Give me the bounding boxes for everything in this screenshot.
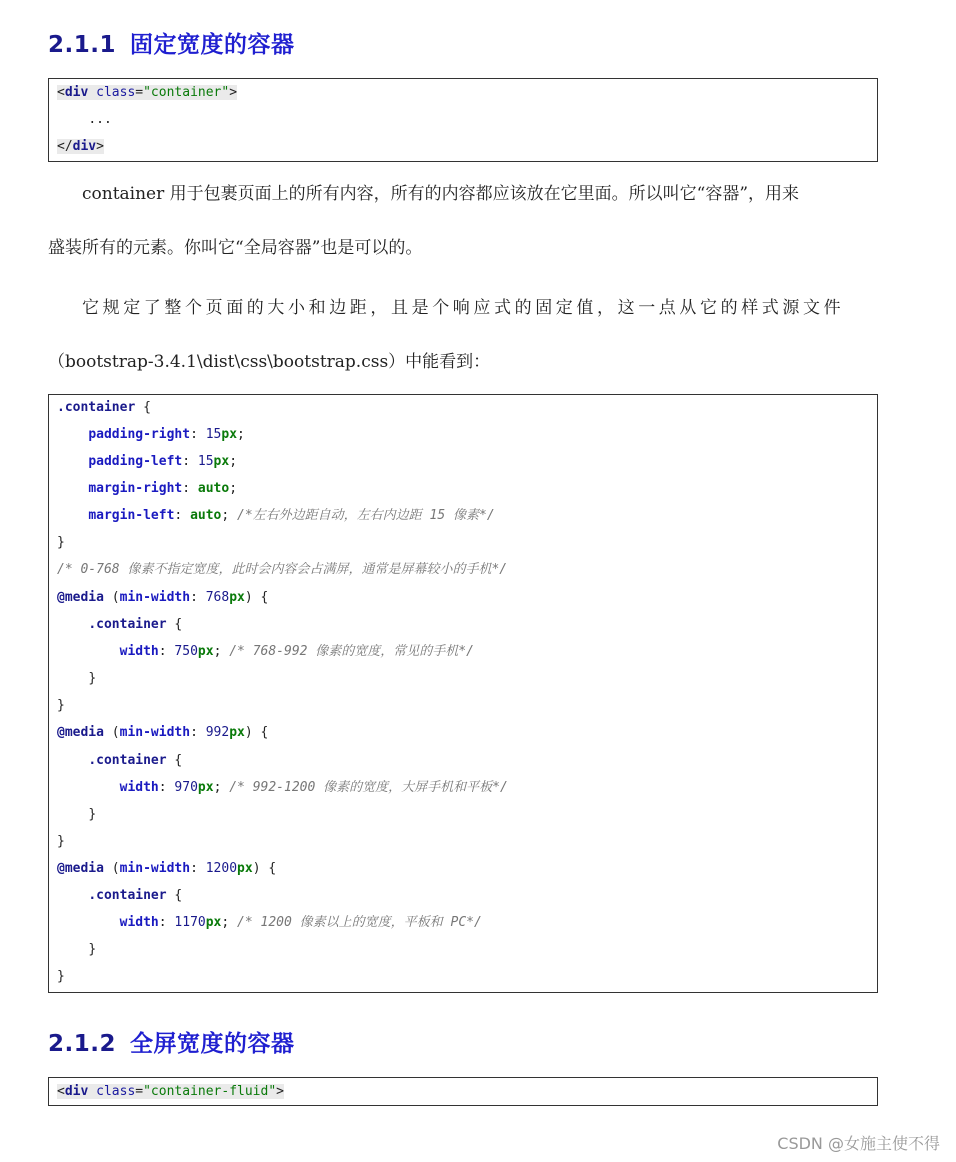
code-line: <div class="container-fluid"> (57, 1084, 284, 1099)
section-heading-2-1-1 (48, 26, 295, 59)
code-line: @media (min-width: 992px) { (57, 725, 269, 740)
section-heading-2-1-2 (48, 1025, 295, 1058)
code-line: } (57, 969, 65, 984)
code-line: width: 970px; /* 992-1200 像素的宽度，大屏手机和平板*/ (119, 780, 508, 795)
paragraph-container-source: 它规定了整个页面的大小和边距，且是个响应式的固定值，这一点从它的样式源文件 （bootstrap-3.4.1\dist\css\bootstrap.css）中能看到： (48, 298, 845, 372)
code-line: padding-left: 15px; (88, 454, 238, 469)
code-line: @media (min-width: 768px) { (57, 590, 269, 605)
section-title: 全屏宽度的容器 (130, 1031, 295, 1057)
paragraph-container-intro: container 用于包裹页面上的所有内容，所有的内容都应该放在它里面。所以叫它“容器”，用来 盛装所有的元素。你叫它“全局容器”也是可以的。 (48, 184, 800, 258)
code-line: width: 1170px; /* 1200 像素以上的宽度，平板和 PC*/ (119, 915, 482, 930)
code-line: .container { (88, 888, 183, 903)
code-line: ... (88, 112, 112, 127)
code-line: /* 0-768 像素不指定宽度，此时会内容会占满屏，通常是屏幕较小的手机*/ (57, 562, 508, 577)
code-line: </div> (57, 139, 104, 154)
code-line: <div class="container"> (57, 85, 238, 100)
code-line: .container { (88, 617, 183, 632)
code-block-container-fluid-html (48, 1077, 878, 1106)
code-line: } (57, 535, 65, 550)
section-title: 固定宽度的容器 (130, 32, 295, 58)
code-block-container-html (48, 78, 878, 162)
csdn-watermark: CSDN @女施主使不得 (777, 1134, 940, 1153)
section-number: 2.1.1 (48, 32, 116, 58)
code-line: width: 750px; /* 768-992 像素的宽度，常见的手机*/ (119, 644, 474, 659)
code-line: } (57, 834, 65, 849)
code-line: } (57, 698, 65, 713)
code-line: margin-left: auto; /*左右外边距自动，左右内边距 15 像素*/ (88, 508, 495, 523)
code-line: } (88, 942, 97, 957)
code-block-bootstrap-css (48, 394, 878, 993)
code-line: .container { (88, 753, 183, 768)
code-line: } (88, 807, 97, 822)
section-number: 2.1.2 (48, 1031, 116, 1057)
code-line: @media (min-width: 1200px) { (57, 861, 277, 876)
code-line: margin-right: auto; (88, 481, 238, 496)
code-line: padding-right: 15px; (88, 427, 245, 442)
code-line: } (88, 671, 97, 686)
code-line: .container { (57, 400, 151, 415)
